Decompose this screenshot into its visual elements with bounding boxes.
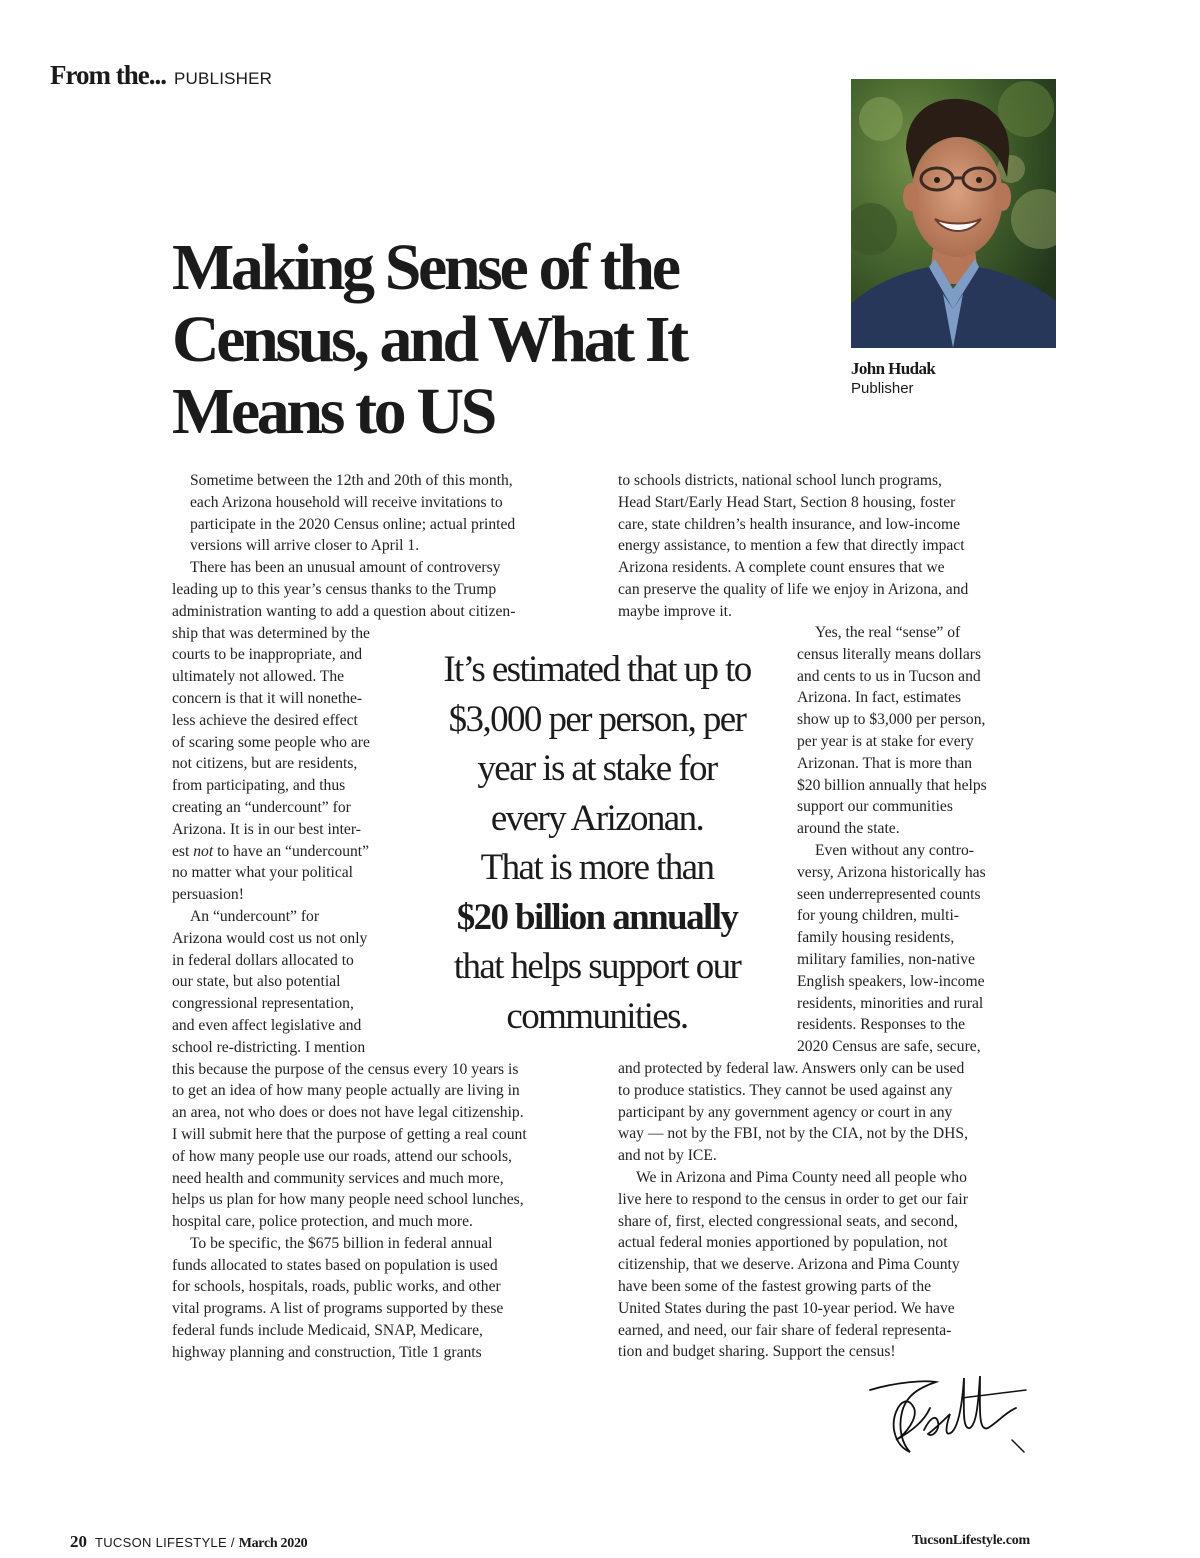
text-line: way — not by the FBI, not by the CIA, not by the DHS,	[618, 1125, 968, 1143]
kicker-section: PUBLISHER	[173, 69, 273, 88]
text-fragment: est	[172, 842, 194, 860]
text-line: show up to $3,000 per person,	[797, 711, 986, 729]
pull-quote-line: It’s estimated that up to	[443, 649, 751, 690]
text-line: have been some of the fastest growing parts of the	[618, 1277, 932, 1295]
text-line: support our communities	[797, 798, 953, 816]
text-line: hospital care, police protection, and much more.	[172, 1213, 473, 1231]
byline-name: John Hudak	[851, 359, 936, 378]
text-line: Yes, the real “sense” of	[815, 624, 961, 641]
website-url: TucsonLifestyle.com	[911, 1533, 1030, 1548]
article-column-right-bottom	[618, 1058, 1030, 1363]
portrait-photo	[851, 79, 1056, 348]
article-column-right-narrow	[797, 622, 1032, 1058]
text-line: no matter what your political	[172, 864, 354, 882]
text-line: tion and budget sharing. Support the census!	[618, 1343, 896, 1361]
text-line: for young children, multi-	[797, 907, 959, 925]
text-line: actual federal monies apportioned by population, not	[618, 1234, 948, 1252]
text-line: care, state children’s health insurance, and low-income	[618, 515, 961, 533]
issue-date: March 2020	[238, 1536, 308, 1551]
text-line: Head Start/Early Head Start, Section 8 housing, foster	[618, 493, 956, 511]
text-fragment: to have an “undercount”	[213, 842, 370, 860]
text-line: leading up to this year’s census thanks to the Trump	[172, 580, 497, 598]
paragraph	[797, 840, 1032, 1058]
text-line: Sometime between the 12th and 20th of this month,	[190, 472, 513, 489]
text-line: seen underrepresented counts	[797, 885, 981, 903]
text-line: Arizonan. That is more than	[797, 754, 973, 772]
section-kicker	[50, 60, 272, 91]
text-line: There has been an unusual amount of controversy	[190, 559, 501, 577]
text-line: concern is that it will nonethe-	[172, 689, 363, 707]
text-line: family housing residents,	[797, 929, 955, 947]
article-headline	[172, 232, 772, 448]
text-line: Arizona. In fact, estimates	[797, 689, 962, 707]
headline-line: Making Sense of the	[172, 231, 678, 304]
text-line: and protected by federal law. Answers only can be used	[618, 1060, 965, 1077]
pull-quote-line: communities.	[506, 995, 688, 1037]
text-line: earned, and need, our fair share of federal representa-	[618, 1321, 952, 1339]
pull-quote	[412, 645, 782, 1041]
text-line: can preserve the quality of life we enjoy in Arizona, and	[618, 580, 969, 598]
pull-quote-line: year is at stake for	[477, 748, 717, 789]
text-line: ultimately not allowed. The	[172, 668, 345, 686]
text-line: live here to respond to the census in order to get our fair	[618, 1190, 968, 1208]
text-line: administration wanting to add a question about citizen-	[172, 602, 516, 620]
byline-role: Publisher	[851, 380, 914, 397]
text-line: this because the purpose of the census every 10 years is	[172, 1060, 519, 1078]
text-line: in federal dollars allocated to	[172, 951, 354, 969]
text-line: funds allocated to states based on population is used	[172, 1256, 498, 1274]
publisher-photo	[851, 79, 1056, 348]
text-line: congressional representation,	[172, 995, 354, 1013]
text-line: share of, first, elected congressional seats, and second,	[618, 1212, 958, 1230]
publisher-signature	[866, 1368, 1031, 1458]
paragraph	[797, 622, 1032, 840]
text-line: census literally means dollars	[797, 645, 982, 663]
text-line: courts to be inappropriate, and	[172, 646, 363, 664]
pull-quote-line: $3,000 per person, per	[448, 698, 746, 740]
text-line: participant by any government agency or court in any	[618, 1103, 953, 1121]
text-line: I will submit here that the purpose of getting a real count	[172, 1125, 527, 1143]
text-line: and even affect legislative and	[172, 1016, 362, 1034]
text-line: $20 billion annually that helps	[797, 776, 987, 794]
text-line: versions will arrive closer to April 1.	[190, 537, 420, 555]
text-line: creating an “undercount” for	[172, 798, 351, 816]
text-line: and cents to us in Tucson and	[797, 667, 981, 685]
text-line: Arizona would cost us not only	[172, 929, 368, 947]
paragraph	[172, 470, 584, 557]
paragraph	[618, 1167, 1030, 1363]
text-line: To be specific, the $675 billion in federal annual	[190, 1234, 493, 1252]
paragraph	[618, 1058, 1030, 1167]
text-line: residents, minorities and rural	[797, 994, 984, 1012]
paragraph	[618, 470, 1030, 623]
text-line: citizenship, that we deserve. Arizona and Pima County	[618, 1256, 960, 1274]
text-line: highway planning and construction, Title 1 grants	[172, 1343, 482, 1361]
pull-quote-bold-line: $20 billion annually	[456, 896, 738, 938]
text-line: not citizens, but are residents,	[172, 755, 358, 773]
text-line: Arizona. It is in our best inter-	[172, 820, 361, 838]
text-line: for schools, hospitals, roads, public works, and other	[172, 1278, 501, 1296]
text-line: persuasion!	[172, 886, 244, 904]
text-line: Arizona residents. A complete count ensures that we	[618, 559, 945, 577]
footer-separator: /	[226, 1535, 239, 1550]
text-line: Even without any contro-	[815, 841, 974, 859]
text-line: residents. Responses to the	[797, 1016, 966, 1034]
page-footer-left	[70, 1532, 307, 1552]
headline-line: Means to US	[172, 375, 494, 448]
text-line: each Arizona household will receive invitations to	[190, 493, 503, 511]
text-line: an area, not who does or does not have legal citizenship.	[172, 1104, 524, 1122]
text-line: of scaring some people who are	[172, 733, 370, 751]
text-line: our state, but also potential	[172, 973, 341, 991]
text-line: English speakers, low-income	[797, 972, 985, 990]
text-line: to schools districts, national school lunch programs,	[618, 472, 942, 489]
article-column-right-top	[618, 470, 1030, 623]
paragraph	[172, 1233, 584, 1364]
text-line: from participating, and thus	[172, 777, 346, 795]
pull-quote-line: That is more than	[480, 847, 714, 888]
text-line: around the state.	[797, 820, 900, 838]
text-line: and not by ICE.	[618, 1147, 717, 1165]
text-line: United States during the past 10-year period. We have	[618, 1299, 955, 1317]
text-line: school re-districting. I mention	[172, 1038, 366, 1056]
text-line: less achieve the desired effect	[172, 711, 358, 729]
pull-quote-line: every Arizonan.	[490, 797, 704, 839]
headline-line: Census, and What It	[172, 303, 686, 376]
text-line: to get an idea of how many people actually are living in	[172, 1082, 520, 1100]
emphasis-word: not	[193, 842, 214, 860]
text-line: An “undercount” for	[190, 907, 320, 925]
text-line: ship that was determined by the	[172, 624, 370, 642]
kicker-bold: From the...	[50, 60, 166, 90]
text-line: federal funds include Medicaid, SNAP, Medicare,	[172, 1322, 483, 1340]
text-line: energy assistance, to mention a few that directly impact	[618, 537, 965, 555]
magazine-name: TUCSON LIFESTYLE	[95, 1535, 227, 1550]
text-line: versy, Arizona historically has	[797, 863, 986, 881]
text-line: participate in the 2020 Census online; actual printed	[190, 515, 516, 533]
text-line: vital programs. A list of programs supported by these	[172, 1300, 504, 1318]
text-line: We in Arizona and Pima County need all people who	[636, 1168, 967, 1186]
text-line: need health and community services and much more,	[172, 1169, 504, 1187]
text-line: 2020 Census are safe, secure,	[797, 1038, 981, 1056]
text-line: to produce statistics. They cannot be used against any	[618, 1081, 953, 1099]
text-line: helps us plan for how many people need school lunches,	[172, 1191, 524, 1209]
text-line: maybe improve it.	[618, 602, 732, 620]
text-line: military families, non-native	[797, 950, 975, 968]
pull-quote-line: that helps support our	[453, 946, 741, 987]
page-number: 20	[70, 1532, 87, 1551]
text-line: per year is at stake for every	[797, 732, 974, 750]
text-line: of how many people use our roads, attend our schools,	[172, 1147, 512, 1165]
